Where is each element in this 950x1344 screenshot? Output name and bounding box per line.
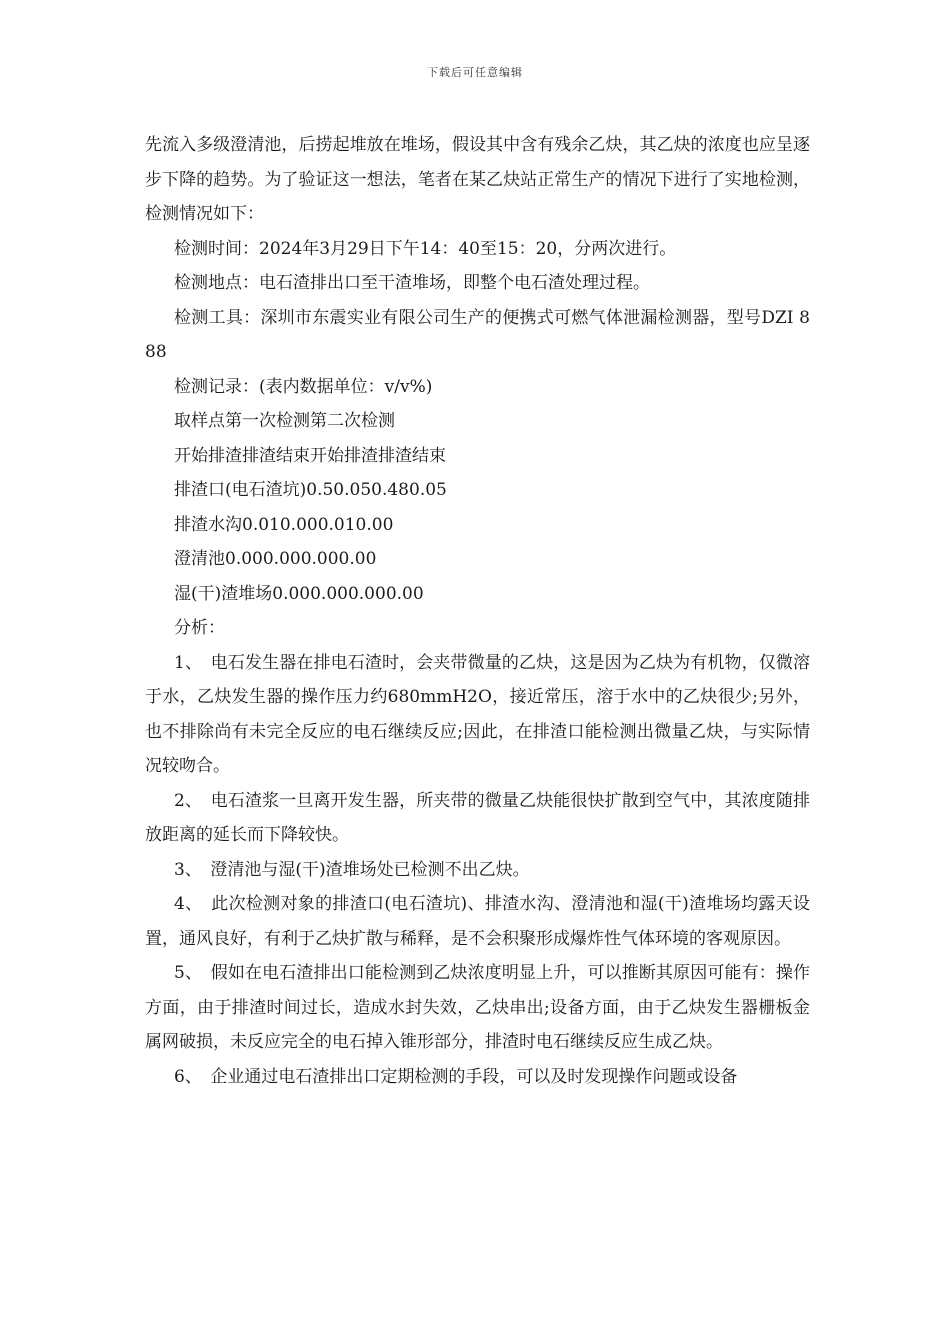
record-row-yard: 湿(干)渣堆场0.000.000.000.00 [174, 583, 424, 604]
record-row-clarifier: 澄清池0.000.000.000.00 [174, 549, 377, 569]
paragraph-analysis-1: 1、 电石发生器在排电石渣时，会夹带微量的乙炔，这是因为乙炔为有机物，仅微溶于水，乙炔发生器的操作压力约680mmH2O，接近常压，溶于水中的乙炔很少;另外，也不排除尚有未完全反应的电石继续反应;因此，在排渣口能检测出微量乙炔，与实际情况较吻合。 [145, 652, 810, 776]
paragraph-analysis-4: 4、 此次检测对象的排渣口(电石渣坑)、排渣水沟、澄清池和湿(干)渣堆场均露天设置，通风良好，有利于乙炔扩散与稀释，是不会积聚形成爆炸性气体环境的客观原因。 [145, 894, 810, 949]
paragraph-analysis-6: 6、 企业通过电石渣排出口定期检测的手段，可以及时发现操作问题或设备 [174, 1066, 738, 1087]
record-row-header: 取样点第一次检测第二次检测 [174, 411, 395, 431]
paragraph-analysis-3: 3、 澄清池与湿(干)渣堆场处已检测不出乙炔。 [174, 859, 530, 880]
paragraph-detection-location: 检测地点：电石渣排出口至干渣堆场，即整个电石渣处理过程。 [174, 273, 650, 293]
paragraph-intro: 先流入多级澄清池，后捞起堆放在堆场，假设其中含有残余乙炔，其乙炔的浓度也应呈逐步下降的趋势。为了验证这一想法，笔者在某乙炔站正常生产的情况下进行了实地检测，检测情况如下： [145, 135, 810, 224]
document-body [145, 128, 810, 1094]
record-row-outlet: 排渣口(电石渣坑)0.50.050.480.05 [174, 480, 447, 500]
record-row-ditch: 排渣水沟0.010.000.010.00 [174, 514, 394, 535]
paragraph-analysis-5: 5、 假如在电石渣排出口能检测到乙炔浓度明显上升，可以推断其原因可能有：操作方面，由于排渣时间过长，造成水封失效，乙炔串出;设备方面，由于乙炔发生器栅板金属网破损，未反应完全的电石掉入锥形部分，排渣时电石继续反应生成乙炔。 [145, 963, 810, 1052]
page-header-note: 下载后可任意编辑 [427, 66, 523, 79]
paragraph-detection-time: 检测时间：2024年3月29日下午14：40至15：20，分两次进行。 [174, 238, 677, 259]
paragraph-detection-tool: 检测工具：深圳市东震实业有限公司生产的便携式可燃气体泄漏检测器，型号DZI 888 [145, 307, 810, 362]
paragraph-analysis-heading: 分析： [174, 618, 225, 638]
paragraph-detection-record: 检测记录：(表内数据单位：v/v%) [174, 376, 433, 397]
record-row-subheader: 开始排渣排渣结束开始排渣排渣结束 [174, 445, 446, 466]
paragraph-analysis-2: 2、 电石渣浆一旦离开发生器，所夹带的微量乙炔能很快扩散到空气中，其浓度随排放距离的延长而下降较快。 [145, 790, 810, 845]
